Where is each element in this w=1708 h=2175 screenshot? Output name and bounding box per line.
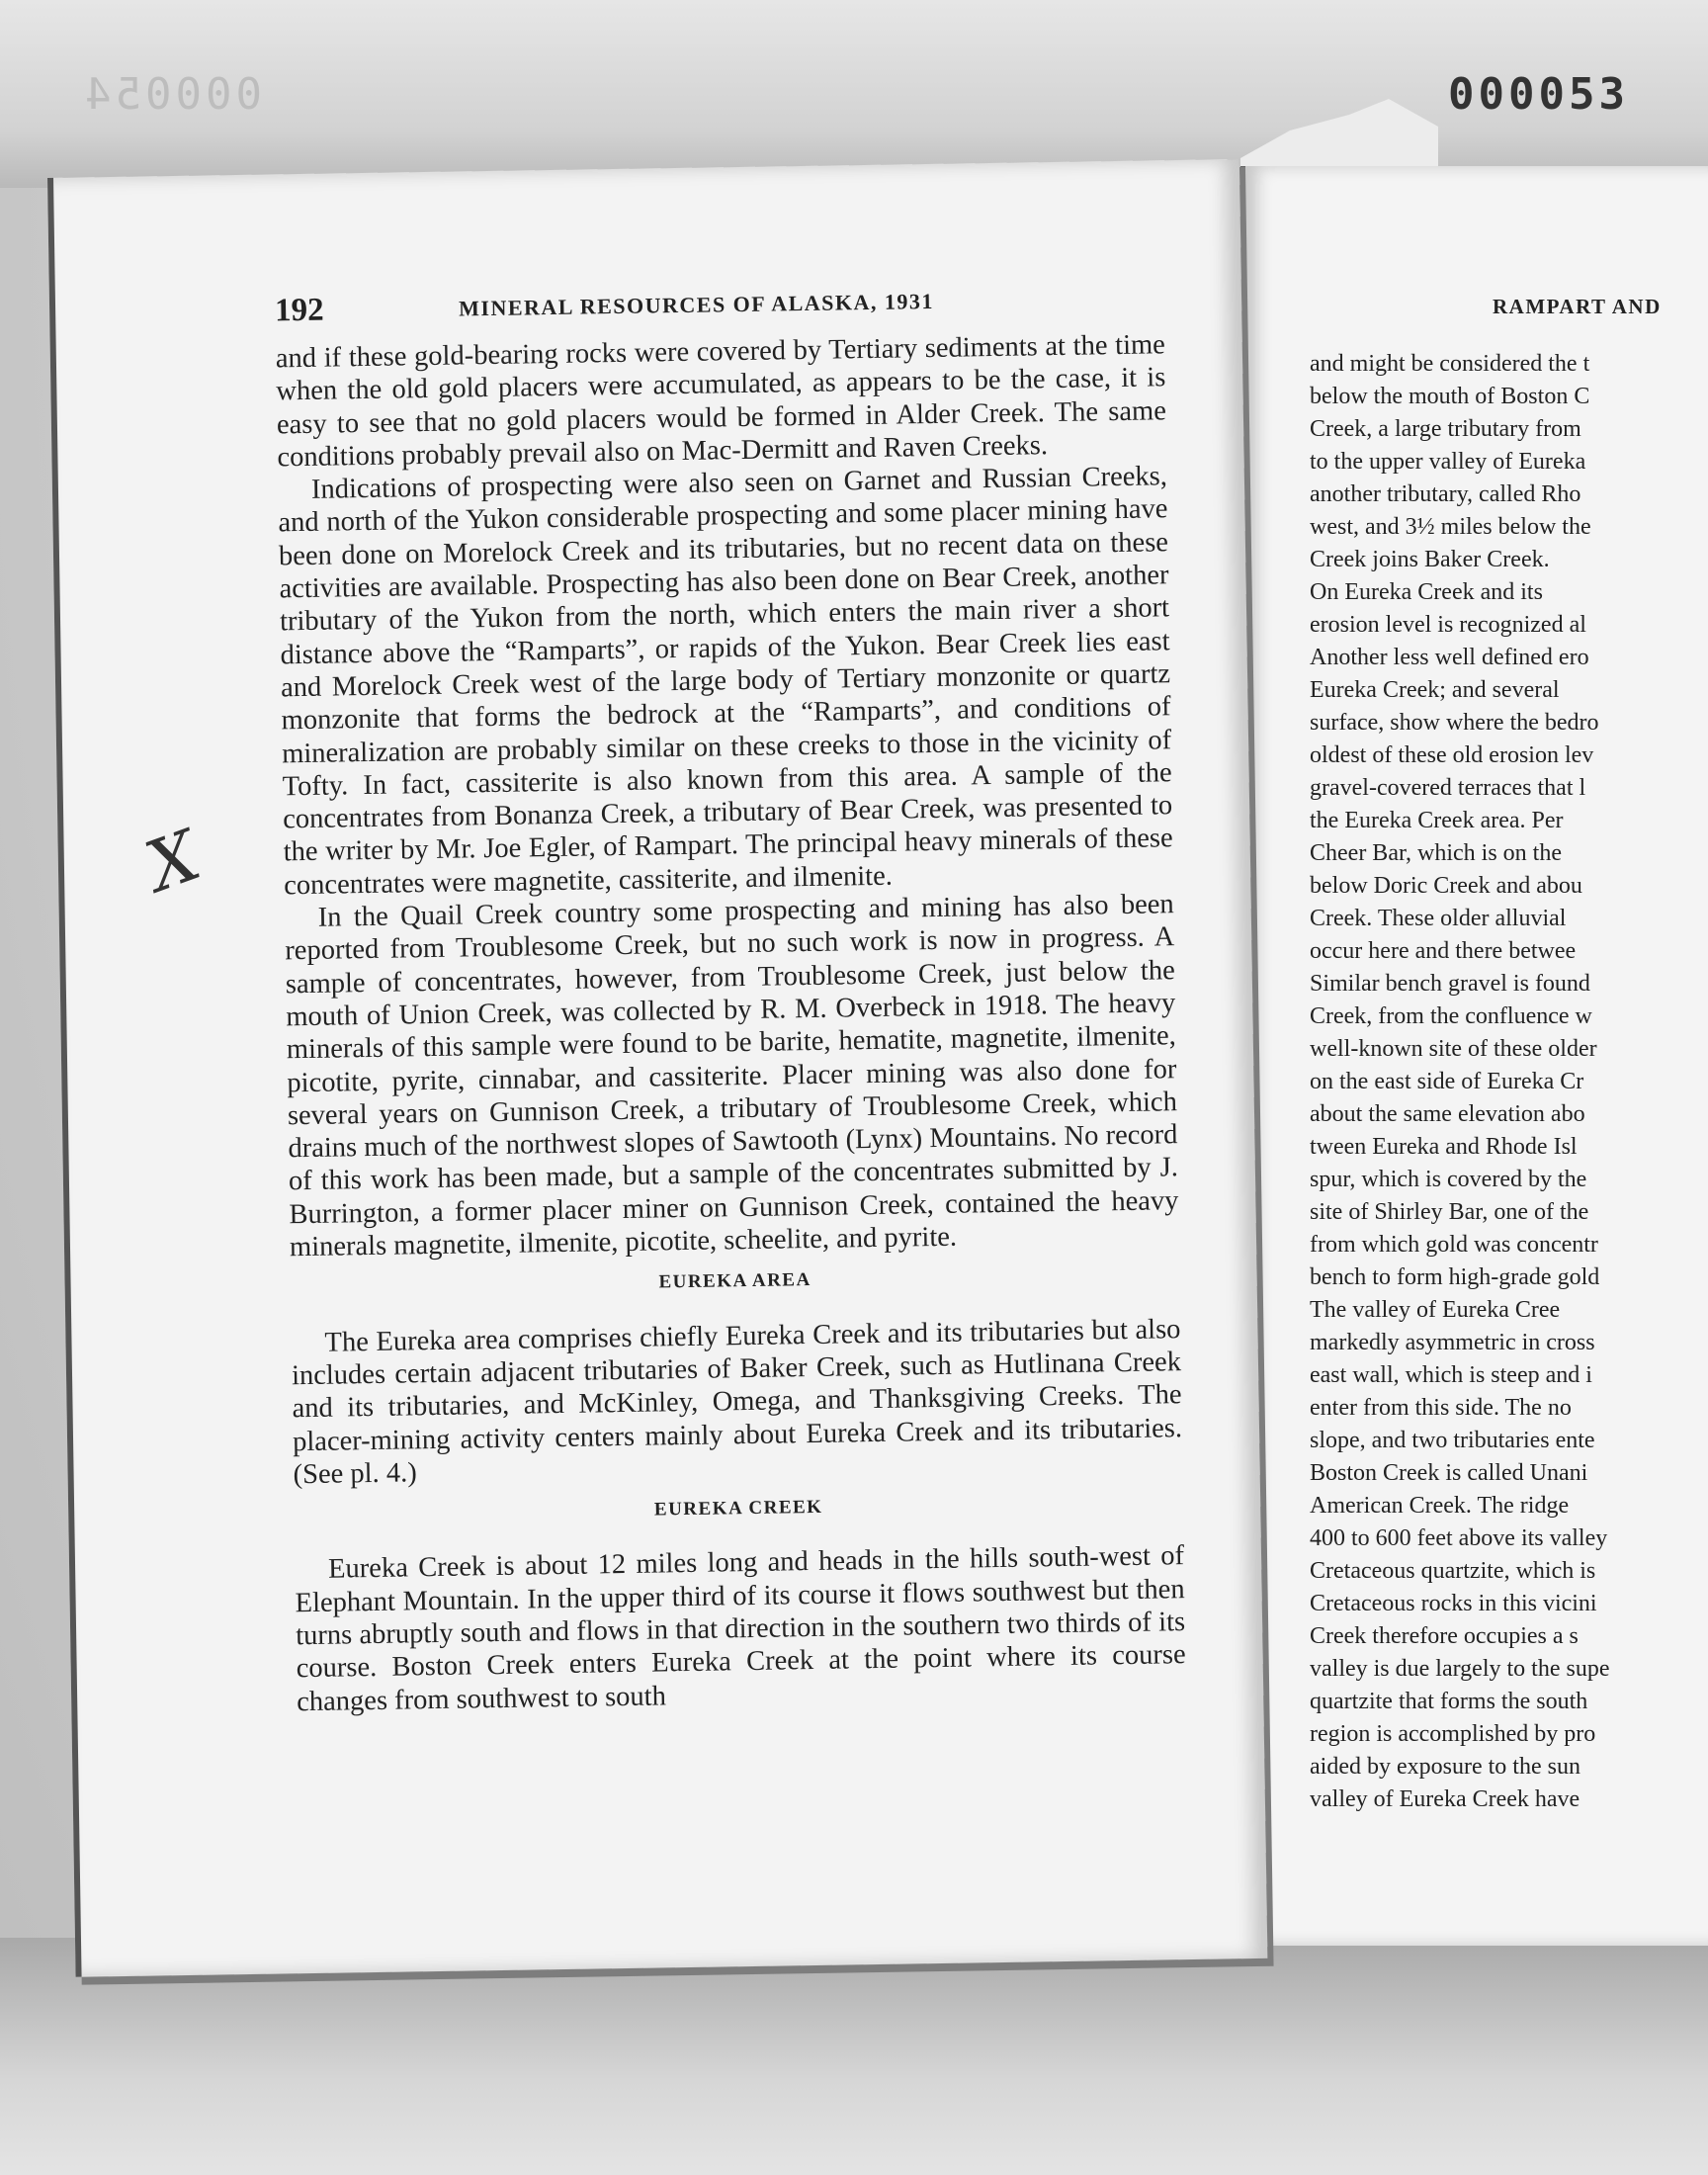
right-page-content: [1245, 166, 1670, 1946]
right-text-line: Creek joins Baker Creek.: [1310, 547, 1550, 572]
right-text-line: Cretaceous rocks in this vicini: [1310, 1591, 1597, 1616]
handwritten-margin-mark: X: [135, 814, 211, 909]
paragraph: Eureka Creek is about 12 miles long and heads in the hills south-west of Elephant Mountain. In the upper third of its course it flows southwest but then turns abruptly south and flows in that direction in the southern two thirds of its course. Boston Creek enters Eureka Creek at the point where its course changes from southwest to south: [295, 1540, 1186, 1717]
right-text-line: Cheer Bar, which is on the: [1310, 840, 1562, 866]
right-text-line: Creek therefore occupies a s: [1310, 1623, 1579, 1649]
ghost-stamp-number: 000054: [81, 69, 262, 120]
page-number: 192: [274, 292, 324, 329]
right-text-line: slope, and two tributaries ente: [1310, 1428, 1595, 1453]
bates-stamp-number: 000053: [1448, 69, 1629, 120]
right-text-line: below the mouth of Boston C: [1310, 384, 1590, 409]
right-text-line: site of Shirley Bar, one of the: [1310, 1199, 1589, 1225]
right-text-line: enter from this side. The no: [1310, 1395, 1572, 1421]
right-text-line: Cretaceous quartzite, which is: [1310, 1558, 1596, 1584]
right-text-line: the Eureka Creek area. Per: [1310, 808, 1564, 833]
right-text-line: bench to form high-grade gold: [1310, 1264, 1600, 1290]
right-page-text: [1310, 348, 1670, 1816]
left-page: [47, 159, 1267, 1977]
running-head: MINERAL RESOURCES OF ALASKA, 1931: [458, 288, 935, 321]
right-text-line: Creek, from the confluence w: [1310, 1003, 1592, 1029]
right-text-line: to the upper valley of Eureka: [1310, 449, 1586, 475]
right-text-line: quartzite that forms the south: [1310, 1689, 1588, 1714]
right-text-line: about the same elevation abo: [1310, 1101, 1585, 1127]
right-text-line: west, and 3½ miles below the: [1310, 514, 1591, 540]
right-text-line: valley is due largely to the supe: [1310, 1656, 1610, 1682]
right-running-head: RAMPART AND: [1493, 295, 1662, 318]
right-text-line: oldest of these old erosion lev: [1310, 742, 1594, 768]
right-text-line: surface, show where the bedro: [1310, 710, 1599, 736]
right-text-line: well-known site of these older: [1310, 1036, 1597, 1062]
paragraph: In the Quail Creek country some prospecting and mining has also been reported from Troublesome Creek, but no such work is now in progress. A sample of concentrates, however, from Troublesome Creek, just below the mouth of Union Creek, was collected by R. M. Overbeck in 1918. The heavy minerals of this sample were found to be barite, hematite, magnetite, ilmenite, picotite, pyrite, cinnabar, and cassiterite. Placer mining was also done for several years on Gunnison Creek, a tributary of Troublesome Creek, which drains much of the northwest slopes of Sawtooth (Lynx) Mountains. No record of this work has been made, but a sample of the concentrates submitted by J. Burrington, a former placer miner on Gunnison Creek, contained the heavy minerals magnetite, ilmenite, picotite, scheelite, and pyrite.: [285, 889, 1179, 1263]
right-text-line: Similar bench gravel is found: [1310, 971, 1590, 997]
right-text-line: erosion level is recognized al: [1310, 612, 1586, 638]
right-text-line: On Eureka Creek and its: [1310, 579, 1543, 605]
right-text-line: American Creek. The ridge: [1310, 1493, 1570, 1519]
right-text-line: Another less well defined ero: [1310, 645, 1589, 670]
paragraph: Indications of prospecting were also seen on Garnet and Russian Creeks, and north of the Yukon considerable prospecting and some placer mining have been done on Morelock Creek and its tributaries, but no recent data on these activities are available. Prospecting has also been done on Bear Creek, another tributary of the Yukon from the north, which enters the main river a short distance above the “Ramparts”, or rapids of the Yukon. Bear Creek lies east and Morelock Creek west of the large body of Tertiary monzonite or quartz monzonite that forms the bedrock at the “Ramparts”, and conditions of mineralization are probably similar on these creeks to those in the vicinity of Tofty. In fact, cassiterite is also known from this area. A sample of the concentrates from Bonanza Creek, a tributary of Bear Creek, was presented to the writer by Mr. Joe Egler, of Rampart. The principal heavy minerals of these concentrates were magnetite, cassiterite, and ilmenite.: [278, 461, 1173, 902]
right-text-line: region is accomplished by pro: [1310, 1721, 1596, 1747]
right-text-line: The valley of Eureka Cree: [1310, 1297, 1561, 1323]
right-text-line: tween Eureka and Rhode Isl: [1310, 1134, 1578, 1160]
section-heading-eureka-area: EUREKA AREA: [658, 1269, 811, 1293]
right-text-line: and might be considered the t: [1310, 351, 1590, 377]
right-text-line: 400 to 600 feet above its valley: [1310, 1525, 1608, 1551]
right-text-line: Creek. These older alluvial: [1310, 906, 1567, 931]
paragraph: The Eureka area comprises chiefly Eureka Creek and its tributaries but also includes certain adjacent tributaries of Baker Creek, such as Hutlinana Creek and its tributaries, and McKinley, Omega, and Thanksgiving Creeks. The placer-mining activity centers mainly about Eureka Creek and its tributaries. (See pl. 4.): [291, 1313, 1183, 1491]
right-text-line: another tributary, called Rho: [1310, 481, 1581, 507]
right-text-line: Eureka Creek; and several: [1310, 677, 1560, 703]
right-text-line: from which gold was concentr: [1310, 1232, 1598, 1258]
right-text-line: Boston Creek is called Unani: [1310, 1460, 1588, 1486]
right-text-line: spur, which is covered by the: [1310, 1167, 1587, 1192]
right-text-line: on the east side of Eureka Cr: [1310, 1069, 1584, 1094]
right-text-line: aided by exposure to the sun: [1310, 1754, 1580, 1780]
right-text-line: markedly asymmetric in cross: [1310, 1330, 1595, 1355]
right-text-line: gravel-covered terraces that l: [1310, 775, 1586, 801]
right-text-line: Creek, a large tributary from: [1310, 416, 1581, 442]
paragraph: and if these gold-bearing rocks were covered by Tertiary sediments at the time when the old gold placers were accumulated, as appears to be the case, it is easy to see that no gold placers would be formed in Alder Creek. The same conditions probably prevail also on Mac-Dermitt and Raven Creeks.: [275, 329, 1167, 474]
left-page-body: [276, 328, 1187, 1718]
section-heading-eureka-creek: EUREKA CREEK: [653, 1496, 823, 1521]
right-text-line: valley of Eureka Creek have: [1310, 1786, 1580, 1812]
right-text-line: occur here and there betwee: [1310, 938, 1577, 964]
right-text-line: east wall, which is steep and i: [1310, 1362, 1592, 1388]
right-text-line: below Doric Creek and abou: [1310, 873, 1582, 899]
